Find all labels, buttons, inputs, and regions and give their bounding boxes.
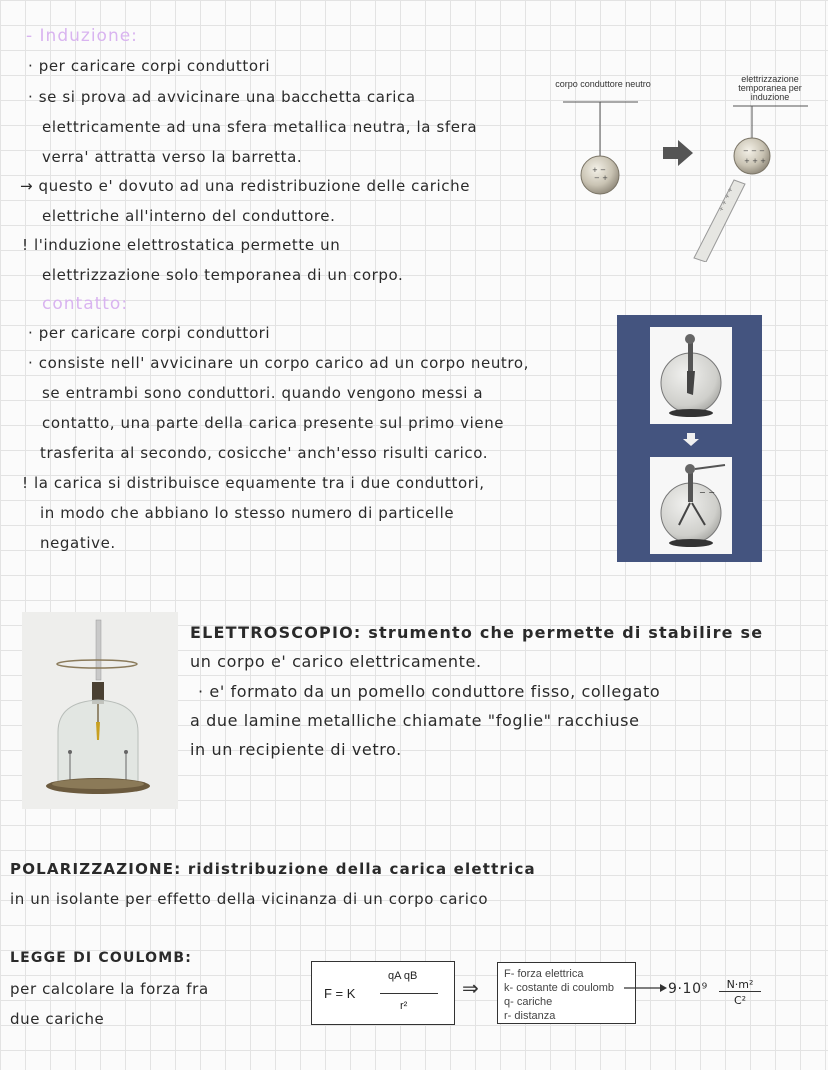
contatto-figure xyxy=(617,315,762,562)
contatto-line-8: negative. xyxy=(40,534,116,552)
contatto-line-6: ! la carica si distribuisce equamente tra i due conduttori, xyxy=(22,474,485,492)
contatto-electroscopes-svg xyxy=(617,315,762,562)
induzione-line-8: elettrizzazione solo temporanea di un corpo. xyxy=(42,266,404,284)
formula-lhs: F = K xyxy=(324,986,356,1001)
induzione-line-3: elettricamente ad una sfera metallica neutra, la sfera xyxy=(42,118,478,136)
svg-text:− − −: − − − xyxy=(743,147,766,155)
legend-item-constant: k- costante di coulomb xyxy=(504,982,615,994)
implies-arrow: ⇒ xyxy=(462,976,479,1000)
coulomb-line-2: due cariche xyxy=(10,1010,105,1028)
k-value: 9·10⁹ xyxy=(668,981,708,997)
arrow-to-constant-icon xyxy=(624,982,668,994)
svg-text:+ + + +: + + + + xyxy=(717,186,735,213)
svg-text:+ + +: + + + xyxy=(744,157,767,165)
contatto-line-4: contatto, una parte della carica presente sul primo viene xyxy=(42,414,505,432)
contatto-title: contatto: xyxy=(42,294,129,314)
neutral-sphere xyxy=(581,156,619,194)
elettroscopio-photo xyxy=(22,612,178,809)
induzione-line-5: → questo e' dovuto ad una redistribuzione delle cariche xyxy=(20,177,471,195)
elettroscopio-line-4: a due lamine metalliche chiamate "foglie" racchiuse xyxy=(190,711,640,730)
induzione-spheres-svg xyxy=(548,72,818,262)
fraction-bar xyxy=(380,993,438,994)
induzione-figure xyxy=(548,72,818,262)
coulomb-formula-box xyxy=(311,961,455,1025)
elettroscopio-photo-svg xyxy=(22,612,178,809)
coulomb-line-1: per calcolare la forza fra xyxy=(10,980,209,998)
elettroscopio-line-3: · e' formato da un pomello conduttore fisso, collegato xyxy=(198,682,661,701)
induzione-line-2: · se si prova ad avvicinare una bacchetta carica xyxy=(28,88,416,106)
k-unit-numerator: N·m² xyxy=(719,978,761,992)
contatto-line-3: se entrambi sono conduttori. quando vengono messi a xyxy=(42,384,484,402)
induzione-line-7: ! l'induzione elettrostatica permette un xyxy=(22,236,341,254)
contatto-line-1: · per caricare corpi conduttori xyxy=(28,324,271,342)
elettroscopio-line-5: in un recipiente di vetro. xyxy=(190,740,402,759)
induzione-line-6: elettriche all'interno del conduttore. xyxy=(42,207,336,225)
contatto-line-2: · consiste nell' avvicinare un corpo carico ad un corpo neutro, xyxy=(28,354,529,372)
svg-text:− −: − − xyxy=(699,488,715,497)
formula-denominator: r² xyxy=(400,1000,408,1012)
contatto-line-7: in modo che abbiano lo stesso numero di particelle xyxy=(40,504,455,522)
legend-item-force: F- forza elettrica xyxy=(504,968,584,980)
arrow-right-icon xyxy=(663,140,693,166)
coulomb-legend-box xyxy=(497,962,636,1024)
contatto-line-5: trasferita al secondo, cosicche' anch'esso risulti carico. xyxy=(40,444,489,462)
polarizzazione-line-2: in un isolante per effetto della vicinanza di un corpo carico xyxy=(10,890,489,908)
legend-item-charges: q- cariche xyxy=(504,996,553,1008)
figure-label-neutral: corpo conduttore neutro xyxy=(555,79,651,89)
figure-label-induction: elettrizzazione temporanea per induzione xyxy=(738,74,802,102)
arrow-down-icon xyxy=(683,433,699,446)
elettroscopio-line-2: un corpo e' carico elettricamente. xyxy=(190,652,482,671)
formula-numerator: qA qB xyxy=(388,970,418,982)
polarizzazione-line-1: POLARIZZAZIONE: ridistribuzione della carica elettrica xyxy=(10,860,536,878)
coulomb-title: LEGGE DI COULOMB: xyxy=(10,950,193,966)
legend-item-distance: r- distanza xyxy=(504,1010,556,1022)
elettroscopio-line-1: ELETTROSCOPIO: strumento che permette di stabilire se xyxy=(190,623,764,642)
svg-text:+ −: + − xyxy=(592,166,606,174)
induzione-line-4: verra' attratta verso la barretta. xyxy=(42,148,303,166)
induced-sphere xyxy=(734,138,770,174)
charged-rod xyxy=(694,180,745,262)
induzione-line-1: · per caricare corpi conduttori xyxy=(28,57,271,75)
svg-text:− +: − + xyxy=(594,174,608,182)
k-unit-denominator: C² xyxy=(733,994,747,1007)
induzione-title: - Induzione: xyxy=(26,26,138,46)
